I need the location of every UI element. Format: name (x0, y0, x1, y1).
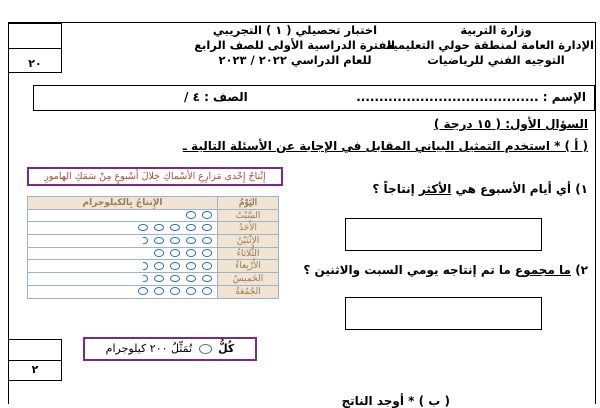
fish-circle-icon (154, 237, 164, 245)
pictograph-row (28, 273, 279, 286)
answer-box-1[interactable] (345, 218, 542, 251)
pictograph-day-label: السَّبْتُ (218, 209, 279, 222)
fish-circle-icon (199, 344, 212, 354)
fish-circle-icon (154, 287, 164, 295)
fish-circle-icon (170, 249, 180, 257)
pictograph-day-label: الاِثْنَيْنُ (218, 235, 279, 248)
pictograph-header-row (28, 197, 279, 210)
pictograph-values (28, 235, 218, 248)
fish-circle-icon (202, 237, 212, 245)
part-a-instruction: ( أ ) * استخدم التمثيل البياني المقابل في الإجابة عن الأسئلة التالية ـ (182, 139, 588, 153)
name-field-label: الإسم : ........................................ (356, 90, 586, 104)
fish-circle-icon (138, 287, 148, 295)
fish-circle-icon (170, 224, 180, 232)
question-1 (372, 182, 588, 196)
pictograph-title: إِنْتاجُ إِحْدى مَزارِعِ الأَسْماكِ خِلالَ أُسْبوعٍ مِنْ سَمَكِ الهامورِ (27, 167, 283, 186)
pictograph-values (28, 273, 218, 286)
column-day-header: اليَوْمُ (218, 197, 279, 210)
column-production-header: الإِنتاجُ بِالكيلوجرام (28, 197, 218, 210)
pictograph-day-label: الأَحَدُ (218, 222, 279, 235)
pictograph-row (28, 235, 279, 248)
class-field-label: الصف : ٤ / (184, 90, 248, 104)
pictograph-day-label: الخَميسُ (218, 273, 279, 286)
exam-title: اختبار تحصيلي ( ١ ) التجريبي (212, 23, 378, 37)
pictograph-table (27, 196, 279, 299)
pictograph-row (28, 222, 279, 235)
exam-period: الفترة الدراسية الأولى للصف الرابع (194, 38, 395, 52)
fish-circle-icon (202, 249, 212, 257)
fish-circle-icon (202, 262, 212, 270)
exam-year: للعام الدراسي ٢٠٢٢ / ٢٠٢٣ (218, 53, 372, 67)
pictograph-values (28, 260, 218, 273)
question-title: السؤال الأول: ( ١٥ درجة ) (433, 117, 588, 131)
directorate-name: الإدارة العامة لمنطقة حولي التعليمية (386, 38, 594, 52)
ministry-name: وزارة التربية (460, 23, 532, 37)
fish-circle-icon (202, 287, 212, 295)
fish-circle-icon (186, 237, 196, 245)
half-fish-icon (143, 237, 148, 245)
fish-circle-icon (170, 287, 180, 295)
key-each: كُلُّ (218, 342, 235, 355)
fish-circle-icon (170, 275, 180, 283)
fish-circle-icon (186, 287, 196, 295)
pictograph-day-label: الأَرْبِعاءُ (218, 260, 279, 273)
fish-circle-icon (202, 275, 212, 283)
key-represents: تُمَثِّلُ ٢٠٠ كيلوجرام (105, 342, 193, 355)
fish-circle-icon (186, 275, 196, 283)
pictograph-values (28, 209, 218, 222)
pictograph-row (28, 247, 279, 260)
fish-circle-icon (186, 262, 196, 270)
question-2 (303, 263, 588, 277)
fish-circle-icon (170, 262, 180, 270)
fish-circle-icon (138, 224, 148, 232)
pictograph-values (28, 285, 218, 298)
question-2-emphasis: ما مجموع (515, 263, 571, 277)
department-name: التوجيه الفني للرياضيات (427, 53, 565, 67)
fish-circle-icon (202, 224, 212, 232)
fish-circle-icon (170, 237, 180, 245)
fish-circle-icon (154, 262, 164, 270)
fish-circle-icon (154, 275, 164, 283)
fish-circle-icon (154, 224, 164, 232)
pictograph-row (28, 285, 279, 298)
pictograph-day-label: الجُمُعَةُ (218, 285, 279, 298)
half-fish-icon (143, 262, 148, 270)
fish-circle-icon (186, 211, 196, 219)
question-1-prefix: أي أيام الأسبوع هي (455, 182, 571, 196)
pictograph-values (28, 247, 218, 260)
question-1-emphasis: الأكثر (418, 182, 452, 196)
total-score-box (8, 23, 62, 73)
fish-circle-icon (186, 249, 196, 257)
student-info-box (33, 85, 595, 111)
pictograph-day-label: الثُّلاثاءُ (218, 247, 279, 260)
part-score: ٢ (31, 363, 39, 376)
fish-circle-icon (202, 211, 212, 219)
answer-box-2[interactable] (345, 297, 542, 330)
pictograph-key (83, 337, 257, 361)
part-b-instruction: ( ب ) * أوجد الناتج (341, 394, 450, 408)
fish-circle-icon (154, 249, 164, 257)
question-2-number: ٢) (575, 263, 588, 277)
total-score: ٢٠ (28, 57, 42, 70)
half-fish-icon (143, 275, 148, 283)
part-score-box (8, 339, 62, 381)
fish-circle-icon (186, 224, 196, 232)
pictograph-row (28, 209, 279, 222)
pictograph-row (28, 260, 279, 273)
question-2-suffix: ما تم إنتاجه يومي السبت والاثنين ؟ (303, 263, 511, 277)
exam-header (195, 23, 395, 68)
ministry-header (386, 23, 594, 68)
pictograph-values (28, 222, 218, 235)
question-1-number: ١) (575, 182, 588, 196)
question-1-suffix: إنتاجاً ؟ (372, 182, 415, 196)
